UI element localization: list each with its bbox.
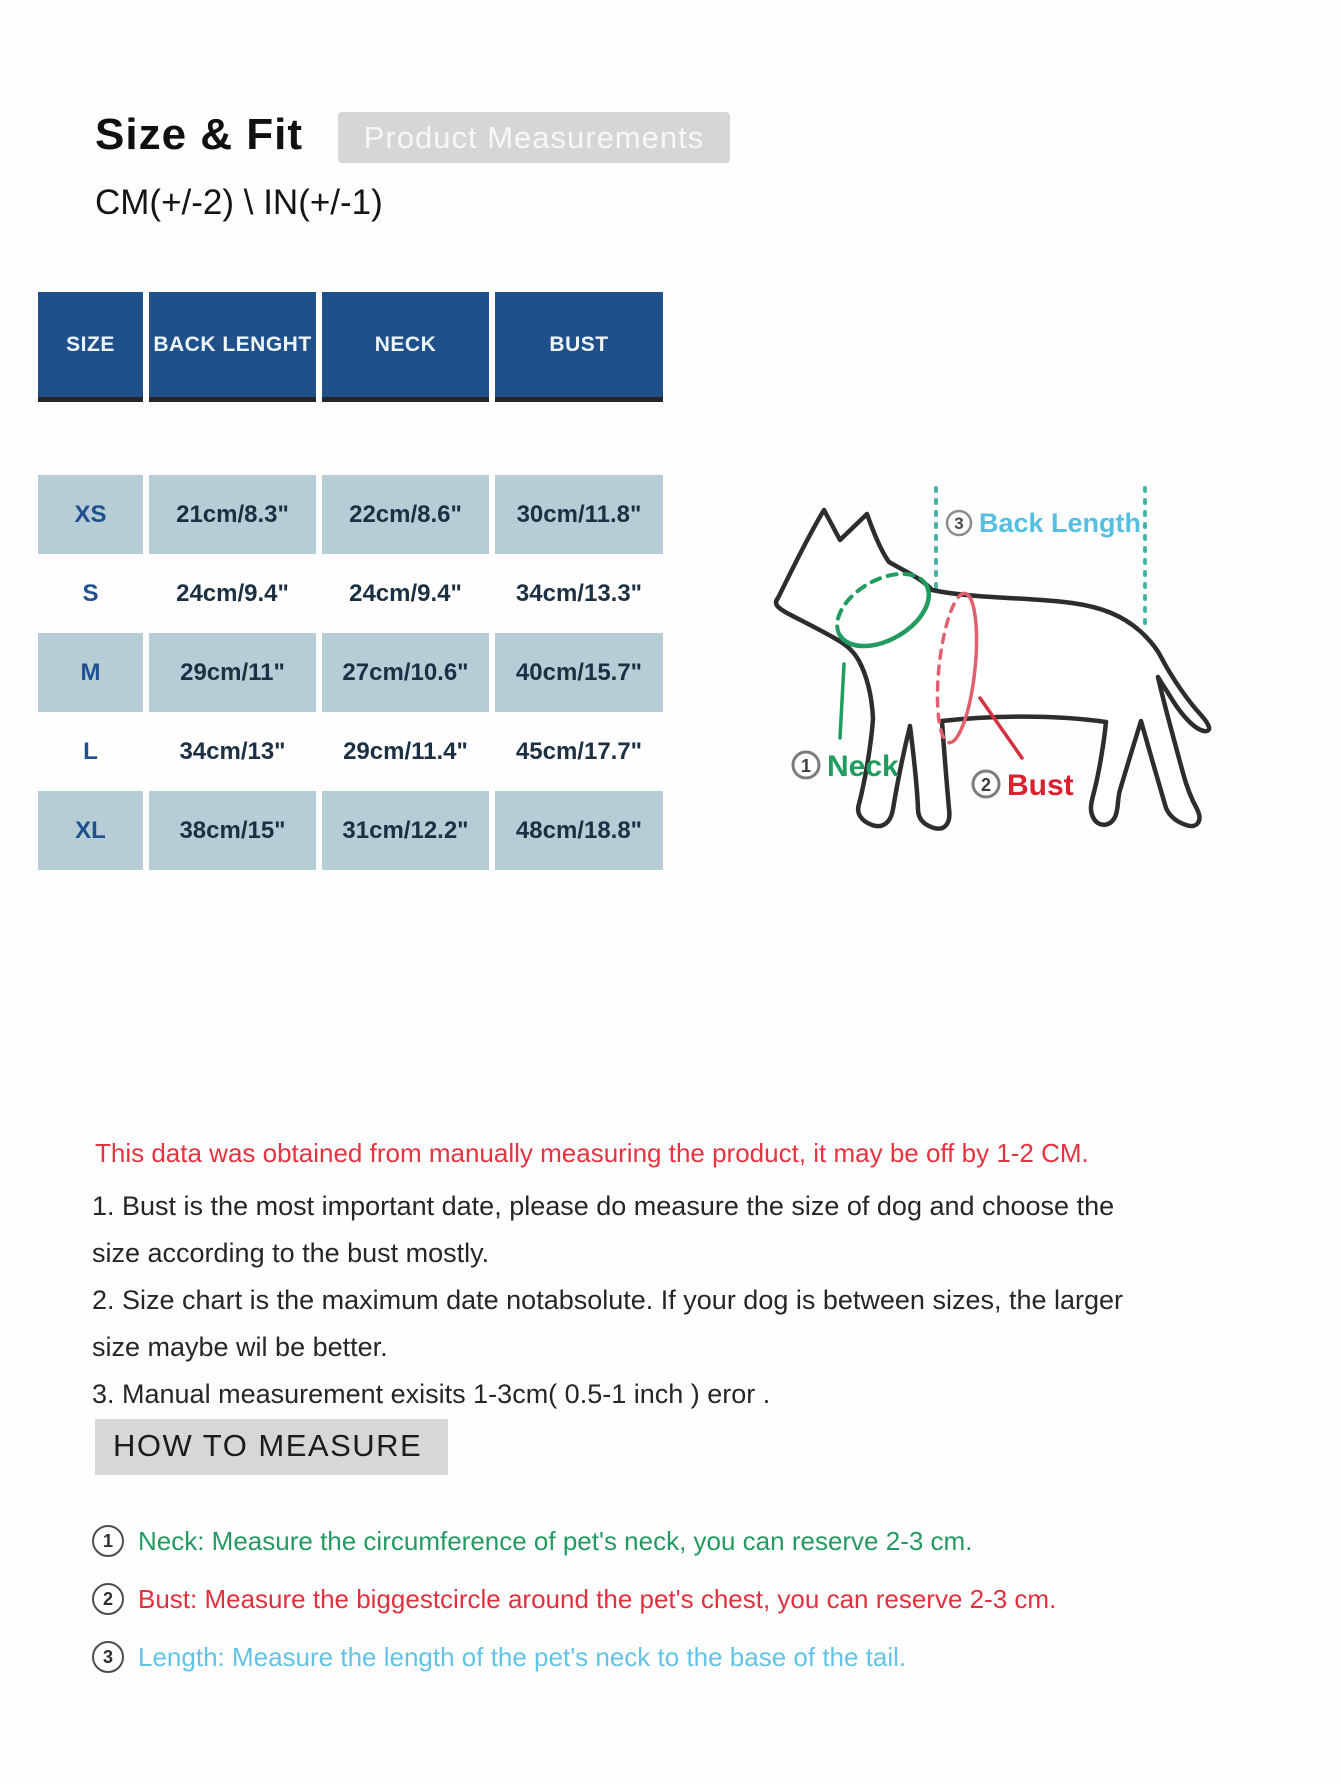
- page-title: Size & Fit: [95, 110, 304, 159]
- table-row: [38, 554, 663, 633]
- size-value: XL: [38, 791, 143, 870]
- size-value: L: [83, 737, 98, 765]
- disclaimer-text: This data was obtained from manually measuring the product, it may be off by 1-2 CM.: [95, 1138, 1089, 1168]
- back-length-value: 38cm/15": [149, 791, 316, 870]
- bust-value: 40cm/15.7": [495, 633, 663, 712]
- notes-block: [92, 1183, 1123, 1418]
- neck-value: 27cm/10.6": [322, 633, 489, 712]
- bust-value: 30cm/11.8": [495, 475, 663, 554]
- bust-number: 2: [980, 775, 992, 795]
- back-length-value: 24cm/9.4": [176, 579, 289, 607]
- column-header-neck: NECK: [322, 292, 489, 402]
- note-line: 1. Bust is the most important date, please do measure the size of dog and choose the: [92, 1191, 1115, 1221]
- note-line: 2. Size chart is the maximum date notabsolute. If your dog is between sizes, the larger: [92, 1285, 1124, 1315]
- neck-value: 31cm/12.2": [322, 791, 489, 870]
- note-line: size maybe wil be better.: [92, 1332, 388, 1362]
- list-item: [92, 1580, 1056, 1618]
- bust-value: 45cm/17.7": [515, 737, 643, 765]
- bust-label: Bust: [1007, 769, 1074, 802]
- neck-value: 22cm/8.6": [322, 475, 489, 554]
- size-table-body: [38, 475, 663, 870]
- size-value: M: [38, 633, 143, 712]
- size-value: XS: [38, 475, 143, 554]
- back-length-number: 3: [954, 514, 964, 533]
- column-header-size: SIZE: [38, 292, 143, 402]
- units-subtitle: CM(+/-2) \ IN(+/-1): [95, 183, 383, 222]
- back-length-label: Back Length: [979, 508, 1142, 538]
- circled-number-3-icon: 3: [92, 1641, 124, 1673]
- back-length-value: 21cm/8.3": [149, 475, 316, 554]
- how-to-measure-heading: HOW TO MEASURE: [95, 1419, 448, 1475]
- list-item: [92, 1522, 1056, 1560]
- bust-value: 34cm/13.3": [515, 579, 643, 607]
- size-table: [38, 292, 663, 870]
- neck-value: 24cm/9.4": [349, 579, 462, 607]
- table-row: [38, 791, 663, 870]
- column-header-bust: BUST: [495, 292, 663, 402]
- back-length-value: 29cm/11": [149, 633, 316, 712]
- circled-number-2-icon: 2: [92, 1583, 124, 1615]
- how-to-measure-list: [92, 1522, 1056, 1696]
- size-table-header: [38, 292, 663, 402]
- neck-label: Neck: [827, 750, 899, 783]
- circled-number-1-icon: 1: [92, 1525, 124, 1557]
- neck-number: 1: [800, 756, 812, 776]
- note-line: size according to the bust mostly.: [92, 1238, 490, 1268]
- list-item: [92, 1638, 1056, 1676]
- dog-measurement-diagram: [760, 478, 1230, 850]
- measure-instruction-neck: Neck: Measure the circumference of pet's neck, you can reserve 2-3 cm.: [138, 1525, 973, 1556]
- table-row: [38, 712, 663, 791]
- measure-instruction-length: Length: Measure the length of the pet's neck to the base of the tail.: [138, 1641, 907, 1672]
- neck-pointer-line: [840, 664, 844, 738]
- table-row: [38, 633, 663, 712]
- neck-value: 29cm/11.4": [343, 737, 468, 765]
- note-line: 3. Manual measurement exisits 1-3cm( 0.5-1 inch ) eror .: [92, 1379, 771, 1409]
- bust-value: 48cm/18.8": [495, 791, 663, 870]
- size-value: S: [82, 579, 99, 607]
- table-row: [38, 475, 663, 554]
- back-length-value: 34cm/13": [179, 737, 286, 765]
- measure-instruction-bust: Bust: Measure the biggestcircle around the pet's chest, you can reserve 2-3 cm.: [138, 1583, 1057, 1614]
- product-measurements-badge: Product Measurements: [338, 112, 730, 163]
- column-header-back-length: BACK LENGHT: [149, 292, 316, 402]
